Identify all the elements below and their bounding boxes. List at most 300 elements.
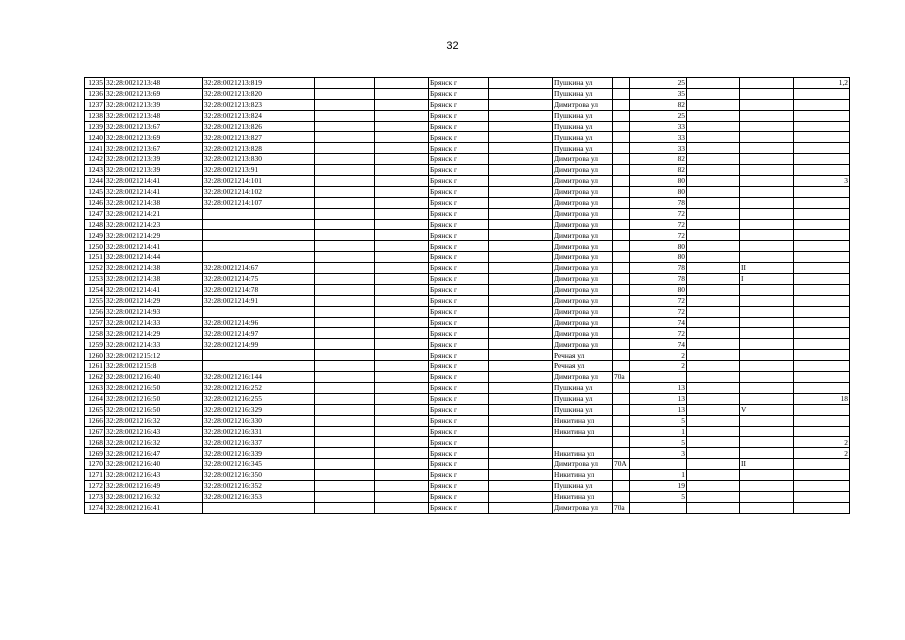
empty-cell xyxy=(315,110,375,121)
empty-cell xyxy=(315,393,375,404)
house-number-cell: 72 xyxy=(630,219,687,230)
street-cell xyxy=(553,437,613,448)
row-number-cell: 1253 xyxy=(85,274,105,285)
apartment-cell xyxy=(794,132,850,143)
roman-numeral-cell xyxy=(740,317,794,328)
roman-numeral-cell xyxy=(740,295,794,306)
parcel-number-cell: 32:28:0021213:39 xyxy=(105,154,203,165)
row-number-cell: 1268 xyxy=(85,437,105,448)
apartment-cell xyxy=(794,295,850,306)
table-row xyxy=(85,186,850,197)
house-number-cell: 13 xyxy=(630,404,687,415)
row-number-cell: 1237 xyxy=(85,99,105,110)
city-cell: Брянск г xyxy=(429,132,489,143)
house-letter-cell: 70а xyxy=(613,372,630,383)
parcel-number-cell: 32:28:0021214:93 xyxy=(105,306,203,317)
empty-cell xyxy=(375,143,429,154)
apartment-cell xyxy=(794,382,850,393)
house-letter-cell xyxy=(613,219,630,230)
row-number-cell: 1242 xyxy=(85,154,105,165)
table-row xyxy=(85,165,850,176)
row-number-cell: 1235 xyxy=(85,78,105,89)
empty-cell xyxy=(375,110,429,121)
house-number-cell: 78 xyxy=(630,274,687,285)
parcel-number-cell: 32:28:0021214:41 xyxy=(105,284,203,295)
empty-cell xyxy=(375,328,429,339)
roman-numeral-cell xyxy=(740,230,794,241)
house-letter-cell xyxy=(613,404,630,415)
house-letter-cell xyxy=(613,491,630,502)
street-cell: Димитрова ул xyxy=(553,219,613,230)
empty-cell xyxy=(687,284,740,295)
row-number-cell: 1258 xyxy=(85,328,105,339)
row-number-cell: 1245 xyxy=(85,186,105,197)
empty-cell xyxy=(489,219,553,230)
house-number-cell: 25 xyxy=(630,78,687,89)
empty-cell xyxy=(315,143,375,154)
empty-cell xyxy=(375,241,429,252)
apartment-cell: 1,2 xyxy=(794,78,850,89)
empty-cell xyxy=(687,393,740,404)
empty-cell xyxy=(687,372,740,383)
house-number-cell: 80 xyxy=(630,284,687,295)
empty-cell xyxy=(489,208,553,219)
parcel-number-cell: 32:28:0021214:41 xyxy=(105,241,203,252)
object-number-cell: 32:28:0021216:255 xyxy=(203,393,315,404)
object-number-cell: 32:28:0021213:827 xyxy=(203,132,315,143)
empty-cell xyxy=(687,426,740,437)
parcel-number-cell: 32:28:0021214:29 xyxy=(105,328,203,339)
empty-cell xyxy=(315,274,375,285)
empty-cell xyxy=(375,132,429,143)
empty-cell xyxy=(375,470,429,481)
empty-cell xyxy=(375,154,429,165)
apartment-cell xyxy=(794,404,850,415)
empty-cell xyxy=(687,382,740,393)
house-number-cell: 5 xyxy=(630,491,687,502)
house-letter-cell xyxy=(613,99,630,110)
house-number-cell: 72 xyxy=(630,295,687,306)
empty-cell xyxy=(375,176,429,187)
city-cell: Брянск г xyxy=(429,99,489,110)
row-number-cell: 1265 xyxy=(85,404,105,415)
house-letter-cell xyxy=(613,448,630,459)
city-cell: Брянск г xyxy=(429,306,489,317)
house-letter-cell xyxy=(613,328,630,339)
table-row xyxy=(85,263,850,274)
parcel-number-cell: 32:28:0021214:23 xyxy=(105,219,203,230)
apartment-cell xyxy=(794,470,850,481)
empty-cell xyxy=(375,491,429,502)
parcel-number-cell: 32:28:0021216:32 xyxy=(105,415,203,426)
empty-cell xyxy=(315,437,375,448)
empty-cell xyxy=(489,480,553,491)
table-row xyxy=(85,154,850,165)
city-cell: Брянск г xyxy=(429,317,489,328)
apartment-cell xyxy=(794,165,850,176)
roman-numeral-cell xyxy=(740,78,794,89)
house-number-cell: 13 xyxy=(630,393,687,404)
street-cell: Димитрова ул xyxy=(553,197,613,208)
street-cell: Пушкина ул xyxy=(553,110,613,121)
empty-cell xyxy=(375,350,429,361)
empty-cell xyxy=(315,404,375,415)
empty-cell xyxy=(375,295,429,306)
city-cell: Брянск г xyxy=(429,382,489,393)
apartment-cell xyxy=(794,143,850,154)
object-number-cell: 32:28:0021216:352 xyxy=(203,480,315,491)
city-cell: Брянск г xyxy=(429,404,489,415)
apartment-cell xyxy=(794,328,850,339)
table-row xyxy=(85,426,850,437)
table-row xyxy=(85,393,850,404)
roman-numeral-cell: V xyxy=(740,404,794,415)
object-number-cell: 32:28:0021214:101 xyxy=(203,176,315,187)
empty-cell xyxy=(315,88,375,99)
street-cell: Димитрова ул xyxy=(553,186,613,197)
city-cell: Брянск г xyxy=(429,491,489,502)
empty-cell xyxy=(489,154,553,165)
table-row xyxy=(85,328,850,339)
table-row xyxy=(85,372,850,383)
empty-cell xyxy=(375,78,429,89)
empty-cell xyxy=(687,306,740,317)
roman-numeral-cell xyxy=(740,372,794,383)
house-letter-cell xyxy=(613,165,630,176)
city-cell: Брянск г xyxy=(429,121,489,132)
empty-cell xyxy=(687,415,740,426)
house-letter-cell xyxy=(613,480,630,491)
street-cell: Димитрова ул xyxy=(553,230,613,241)
roman-numeral-cell: II xyxy=(740,263,794,274)
empty-cell xyxy=(375,317,429,328)
object-number-cell: 32:28:0021216:330 xyxy=(203,415,315,426)
roman-numeral-cell xyxy=(740,491,794,502)
empty-cell xyxy=(687,295,740,306)
house-number-cell: 33 xyxy=(630,132,687,143)
apartment-cell: 18 xyxy=(794,393,850,404)
empty-cell xyxy=(687,99,740,110)
empty-cell xyxy=(687,186,740,197)
empty-cell xyxy=(489,393,553,404)
street-cell: Речная ул xyxy=(553,361,613,372)
empty-cell xyxy=(687,263,740,274)
object-number-cell: 32:28:0021214:102 xyxy=(203,186,315,197)
house-letter-cell xyxy=(613,426,630,437)
object-number-cell: 32:28:0021213:91 xyxy=(203,165,315,176)
table-row xyxy=(85,480,850,491)
table-row xyxy=(85,110,850,121)
roman-numeral-cell xyxy=(740,252,794,263)
empty-cell xyxy=(315,426,375,437)
empty-cell xyxy=(687,88,740,99)
empty-cell xyxy=(315,350,375,361)
house-letter-cell xyxy=(613,143,630,154)
roman-numeral-cell xyxy=(740,132,794,143)
house-letter-cell xyxy=(613,295,630,306)
house-letter-cell xyxy=(613,317,630,328)
roman-numeral-cell xyxy=(740,339,794,350)
parcel-number-cell: 32:28:0021216:40 xyxy=(105,459,203,470)
parcel-number-cell: 32:28:0021214:44 xyxy=(105,252,203,263)
table-row xyxy=(85,470,850,481)
street-cell: Никитина ул xyxy=(553,491,613,502)
empty-cell xyxy=(375,197,429,208)
apartment-cell xyxy=(794,317,850,328)
empty-cell xyxy=(375,361,429,372)
object-number-cell: 32:28:0021214:107 xyxy=(203,197,315,208)
empty-cell xyxy=(375,165,429,176)
empty-cell xyxy=(315,263,375,274)
parcel-number-cell: 32:28:0021213:48 xyxy=(105,78,203,89)
house-letter-cell xyxy=(613,252,630,263)
table-row xyxy=(85,448,850,459)
empty-cell xyxy=(375,230,429,241)
roman-numeral-cell xyxy=(740,197,794,208)
roman-numeral-cell xyxy=(740,437,794,448)
empty-cell xyxy=(489,306,553,317)
city-cell: Брянск г xyxy=(429,110,489,121)
empty-cell xyxy=(375,372,429,383)
parcel-number-cell: 32:28:0021216:41 xyxy=(105,502,203,513)
house-number-cell: 33 xyxy=(630,143,687,154)
apartment-cell xyxy=(794,415,850,426)
empty-cell xyxy=(375,252,429,263)
street-cell: Пушкина ул xyxy=(553,143,613,154)
object-number-cell: 32:28:0021216:353 xyxy=(203,491,315,502)
empty-cell xyxy=(375,339,429,350)
house-number-cell: 80 xyxy=(630,241,687,252)
table-row xyxy=(85,143,850,154)
house-letter-cell xyxy=(613,110,630,121)
house-letter-cell xyxy=(613,361,630,372)
row-number-cell: 1243 xyxy=(85,165,105,176)
row-number-cell: 1240 xyxy=(85,132,105,143)
empty-cell xyxy=(375,459,429,470)
empty-cell xyxy=(489,241,553,252)
row-number-cell: 1252 xyxy=(85,263,105,274)
house-letter-cell xyxy=(613,284,630,295)
house-number-cell: 13 xyxy=(630,382,687,393)
table-row xyxy=(85,99,850,110)
empty-cell xyxy=(687,470,740,481)
empty-cell xyxy=(489,328,553,339)
house-number-cell: 25 xyxy=(630,110,687,121)
empty-cell xyxy=(315,339,375,350)
house-number-cell: 35 xyxy=(630,88,687,99)
object-number-cell xyxy=(203,502,315,513)
empty-cell xyxy=(315,480,375,491)
parcel-number-cell: 32:28:0021213:39 xyxy=(105,165,203,176)
street-cell: Речная ул xyxy=(553,350,613,361)
house-letter-cell xyxy=(613,241,630,252)
table-row xyxy=(85,274,850,285)
apartment-cell xyxy=(794,154,850,165)
city-cell: Брянск г xyxy=(429,154,489,165)
empty-cell xyxy=(489,186,553,197)
object-number-cell xyxy=(203,208,315,219)
house-letter-cell xyxy=(613,306,630,317)
empty-cell xyxy=(489,78,553,89)
house-letter-cell xyxy=(613,382,630,393)
house-number-cell: 2 xyxy=(630,361,687,372)
empty-cell xyxy=(315,219,375,230)
city-cell: Брянск г xyxy=(429,393,489,404)
city-cell: Брянск г xyxy=(429,448,489,459)
apartment-cell xyxy=(794,480,850,491)
table-row xyxy=(85,295,850,306)
apartment-cell xyxy=(794,361,850,372)
apartment-cell xyxy=(794,197,850,208)
table-row xyxy=(85,78,850,89)
empty-cell xyxy=(375,382,429,393)
empty-cell xyxy=(687,448,740,459)
roman-numeral-cell xyxy=(740,88,794,99)
table-row xyxy=(85,502,850,513)
empty-cell xyxy=(489,263,553,274)
parcel-number-cell: 32:28:0021216:50 xyxy=(105,382,203,393)
house-letter-cell xyxy=(613,88,630,99)
parcel-number-cell: 32:28:0021216:43 xyxy=(105,470,203,481)
empty-cell xyxy=(687,274,740,285)
apartment-cell: 2 xyxy=(794,448,850,459)
roman-numeral-cell xyxy=(740,393,794,404)
street-cell: Димитрова ул xyxy=(553,165,613,176)
empty-cell xyxy=(687,230,740,241)
house-number-cell: 80 xyxy=(630,186,687,197)
roman-numeral-cell xyxy=(740,448,794,459)
street-cell: Пушкина ул xyxy=(553,88,613,99)
parcel-number-cell: 32:28:0021215:12 xyxy=(105,350,203,361)
parcel-number-cell: 32:28:0021214:29 xyxy=(105,295,203,306)
empty-cell xyxy=(375,502,429,513)
empty-cell xyxy=(375,186,429,197)
parcel-number-cell: 32:28:0021216:50 xyxy=(105,404,203,415)
parcel-number-cell: 32:28:0021214:38 xyxy=(105,263,203,274)
empty-cell xyxy=(687,165,740,176)
object-number-cell: 32:28:0021214:75 xyxy=(203,274,315,285)
row-number-cell: 1262 xyxy=(85,372,105,383)
roman-numeral-cell xyxy=(740,121,794,132)
roman-numeral-cell xyxy=(740,99,794,110)
street-cell: Никитина ул xyxy=(553,470,613,481)
empty-cell xyxy=(489,295,553,306)
city-cell: Брянск г xyxy=(429,295,489,306)
empty-cell xyxy=(687,350,740,361)
house-letter-cell xyxy=(613,415,630,426)
empty-cell xyxy=(687,208,740,219)
object-number-cell: 32:28:0021213:823 xyxy=(203,99,315,110)
row-number-cell: 1254 xyxy=(85,284,105,295)
roman-numeral-cell xyxy=(740,219,794,230)
row-number-cell: 1251 xyxy=(85,252,105,263)
empty-cell xyxy=(375,99,429,110)
table-row xyxy=(85,382,850,393)
empty-cell xyxy=(375,121,429,132)
empty-cell xyxy=(375,448,429,459)
house-number-cell: 72 xyxy=(630,328,687,339)
empty-cell xyxy=(687,328,740,339)
street-cell: Димитрова ул xyxy=(553,154,613,165)
empty-cell xyxy=(489,230,553,241)
parcel-number-cell: 32:28:0021213:69 xyxy=(105,88,203,99)
empty-cell xyxy=(687,491,740,502)
empty-cell xyxy=(315,121,375,132)
parcel-number-cell: 32:28:0021215:8 xyxy=(105,361,203,372)
empty-cell xyxy=(687,361,740,372)
object-number-cell: 32:28:0021214:67 xyxy=(203,263,315,274)
house-letter-cell xyxy=(613,230,630,241)
parcel-number-cell: 32:28:0021216:49 xyxy=(105,480,203,491)
object-number-cell: 32:28:0021213:826 xyxy=(203,121,315,132)
house-number-cell: 72 xyxy=(630,230,687,241)
empty-cell xyxy=(489,339,553,350)
object-number-cell xyxy=(203,230,315,241)
empty-cell xyxy=(315,208,375,219)
house-number-cell: 78 xyxy=(630,263,687,274)
roman-numeral-cell xyxy=(740,110,794,121)
row-number-cell: 1256 xyxy=(85,306,105,317)
street-cell: Димитрова ул xyxy=(553,241,613,252)
house-letter-cell xyxy=(613,197,630,208)
street-cell: Никитина ул xyxy=(553,448,613,459)
house-letter-cell xyxy=(613,274,630,285)
house-letter-cell xyxy=(613,437,630,448)
empty-cell xyxy=(489,361,553,372)
row-number-cell: 1266 xyxy=(85,415,105,426)
empty-cell xyxy=(687,317,740,328)
parcel-number-cell: 32:28:0021216:32 xyxy=(105,437,203,448)
house-letter-cell xyxy=(613,350,630,361)
roman-numeral-cell xyxy=(740,143,794,154)
street-cell: Димитрова ул xyxy=(553,176,613,187)
empty-cell xyxy=(375,88,429,99)
empty-cell xyxy=(375,437,429,448)
house-letter-cell: 70а xyxy=(613,502,630,513)
row-number-cell: 1249 xyxy=(85,230,105,241)
table-row xyxy=(85,317,850,328)
roman-numeral-cell xyxy=(740,306,794,317)
empty-cell xyxy=(687,132,740,143)
empty-cell xyxy=(687,437,740,448)
city-cell: Брянск г xyxy=(429,88,489,99)
empty-cell xyxy=(687,154,740,165)
apartment-cell xyxy=(794,110,850,121)
house-number-cell: 80 xyxy=(630,176,687,187)
table-row xyxy=(85,208,850,219)
empty-cell xyxy=(489,274,553,285)
city-cell: Брянск г xyxy=(429,372,489,383)
row-number-cell: 1274 xyxy=(85,502,105,513)
street-cell: Димитрова ул xyxy=(553,339,613,350)
city-cell: Брянск г xyxy=(429,219,489,230)
empty-cell xyxy=(315,470,375,481)
empty-cell xyxy=(315,186,375,197)
house-letter-cell xyxy=(613,470,630,481)
house-number-cell: 5 xyxy=(630,437,687,448)
row-number-cell: 1244 xyxy=(85,176,105,187)
table-row xyxy=(85,230,850,241)
street-cell: Димитрова ул xyxy=(553,274,613,285)
row-number-cell: 1263 xyxy=(85,382,105,393)
empty-cell xyxy=(315,176,375,187)
parcel-number-cell: 32:28:0021214:41 xyxy=(105,176,203,187)
empty-cell xyxy=(489,143,553,154)
city-cell: Брянск г xyxy=(429,284,489,295)
parcel-number-cell: 32:28:0021216:47 xyxy=(105,448,203,459)
city-cell: Брянск г xyxy=(429,176,489,187)
apartment-cell xyxy=(794,230,850,241)
